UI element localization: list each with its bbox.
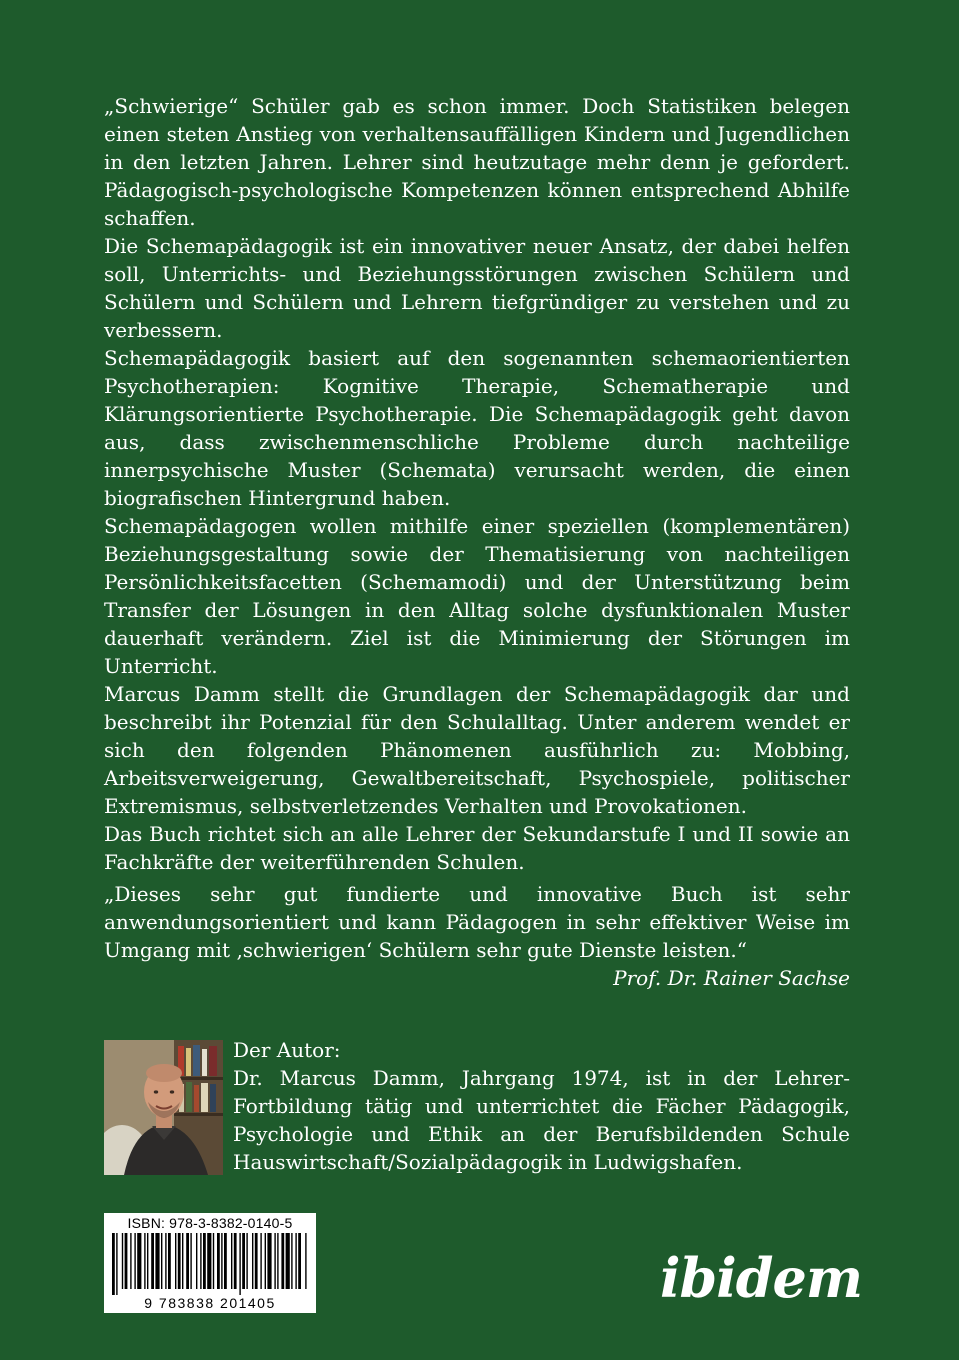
- barcode-bar: [207, 1233, 211, 1289]
- author-heading: Der Autor:: [233, 1038, 341, 1062]
- barcode-bar: [186, 1233, 189, 1289]
- blurb-paragraph-4: Schemapädagogen wollen mithilfe einer speziellen (komplementären) Beziehungsgestaltung sowie der Thematisierung von nachteiligen Persönlichkeitsfacetten (Schemamodi) und der Unterstützung beim Transfer der Lösungen in den Alltag solche dysfunktionalen Muster dauerhaft verändern. Ziel ist die Minimierung der Störungen im Unterricht.: [104, 514, 850, 678]
- barcode-bar: [298, 1233, 301, 1289]
- publisher-logo: ibidem: [660, 1246, 863, 1310]
- barcode-bar: [221, 1233, 222, 1289]
- barcode-bar: [182, 1233, 183, 1289]
- barcode-bar: [239, 1233, 240, 1295]
- barcode-bar: [151, 1233, 154, 1289]
- barcode-bar: [286, 1233, 290, 1289]
- barcode-bar: [281, 1233, 284, 1289]
- author-photo: [104, 1040, 223, 1175]
- quote-text: „Dieses sehr gut fundierte und innovative Buch ist sehr anwendungsorientiert und kann Pädagogen in sehr effektiver Weise im Umgang mit ‚schwierigen‘ Schülern sehr gute Dienste leisten.“: [104, 882, 850, 962]
- barcode-bar: [147, 1233, 148, 1289]
- barcode-bar: [255, 1233, 258, 1289]
- barcode-bar: [175, 1233, 176, 1289]
- author-photo-image: [104, 1040, 223, 1175]
- barcode-bar: [112, 1233, 115, 1295]
- quote-attribution: Prof. Dr. Rainer Sachse: [613, 966, 850, 990]
- barcode-bar: [168, 1233, 171, 1289]
- barcode-bar: [122, 1233, 123, 1289]
- barcode-bar: [178, 1233, 181, 1289]
- blurb-paragraph-2: Die Schemapädagogik ist ein innovativer neuer Ansatz, der dabei helfen soll, Unterrichts- und Beziehungsstörungen zwischen Schülern und Schülern und Schülern und Lehrern tiefgründiger zu verstehen und zu verbessern.: [104, 234, 850, 342]
- blurb-paragraph-1: „Schwierige“ Schüler gab es schon immer. Doch Statistiken belegen einen steten Anstieg von verhaltensauffälligen Kindern und Jugendlichen in den letzten Jahren. Lehrer sind heutzutage mehr denn je gefordert. Pädagogisch-psychologische Kompetenzen können entsprechend Abhilfe schaffen.: [104, 94, 850, 230]
- barcode-bar: [260, 1233, 261, 1289]
- blurb: [104, 92, 850, 876]
- barcode-digits: 9 783838 201405: [144, 1295, 276, 1311]
- author-bio: Dr. Marcus Damm, Jahrgang 1974, ist in der Lehrer-Fortbildung tätig und unterrichtet die Fächer Pädagogik, Psychologie und Ethik an der Berufsbildenden Schule Hauswirtschaft/Sozialpädagogik in Ludwigshafen.: [233, 1066, 850, 1174]
- barcode-bar: [203, 1233, 206, 1289]
- barcode-bar: [234, 1233, 237, 1289]
- barcode-bar: [246, 1233, 247, 1289]
- barcode-bar: [277, 1233, 278, 1289]
- barcode-bar: [274, 1233, 275, 1289]
- barcode-bar: [267, 1233, 271, 1289]
- blurb-paragraph-6: Das Buch richtet sich an alle Lehrer der Sekundarstufe I und II sowie an Fachkräfte der weiterführenden Schulen.: [104, 822, 850, 874]
- barcode-bar: [116, 1233, 117, 1295]
- isbn-label: ISBN: 978-3-8382-0140-5: [127, 1215, 293, 1231]
- barcode-bar: [165, 1233, 166, 1289]
- blurb-paragraph-5: Marcus Damm stellt die Grundlagen der Schemapädagogik dar und beschreibt ihr Potenzial für den Schulalltag. Unter anderem wendet er sich den folgenden Phänomenen ausführlich zu: Mobbing, Arbeitsverweigerung, Gewaltbereitschaft, Psychospiele, politischer Extremismus, selbstverletzendes Verhalten und Provokationen.: [104, 682, 850, 818]
- barcode-bar: [200, 1233, 201, 1289]
- barcode-bar: [231, 1233, 232, 1289]
- barcode-bar: [137, 1233, 141, 1289]
- barcode-bar: [295, 1233, 296, 1289]
- barcode-bar: [144, 1233, 145, 1289]
- barcode-bar: [125, 1233, 128, 1289]
- barcode-bar: [130, 1233, 131, 1289]
- barcode-bar: [252, 1233, 253, 1289]
- blurb-paragraph-3: Schemapädagogik basiert auf den sogenannten schemaorientierten Psychotherapien: Kognitive Therapie, Schematherapie und Klärungsorientierte Psychotherapie. Die Schemapädagogik geht davon aus, dass zwischenmenschliche Probleme durch nachteilige innerpsychische Muster (Schemata) verursacht werden, die einen biografischen Hintergrund haben.: [104, 346, 850, 510]
- barcode-bar: [161, 1233, 162, 1289]
- barcode-bars: [112, 1233, 308, 1295]
- barcode-bar: [190, 1233, 191, 1289]
- barcode-bar: [242, 1233, 245, 1289]
- barcode-bar: [155, 1233, 159, 1289]
- barcode-bar: [224, 1233, 227, 1289]
- barcode-bar: [291, 1233, 292, 1289]
- barcode-bar: [134, 1233, 135, 1289]
- barcode-bar: [196, 1233, 197, 1289]
- author-section: [233, 1036, 850, 1176]
- barcode-bar: [265, 1233, 266, 1289]
- barcode-bar: [217, 1233, 220, 1289]
- barcode-bar: [213, 1233, 214, 1289]
- isbn-barcode: [104, 1213, 316, 1313]
- endorsement-quote: [104, 880, 850, 992]
- barcode-bar: [305, 1233, 306, 1289]
